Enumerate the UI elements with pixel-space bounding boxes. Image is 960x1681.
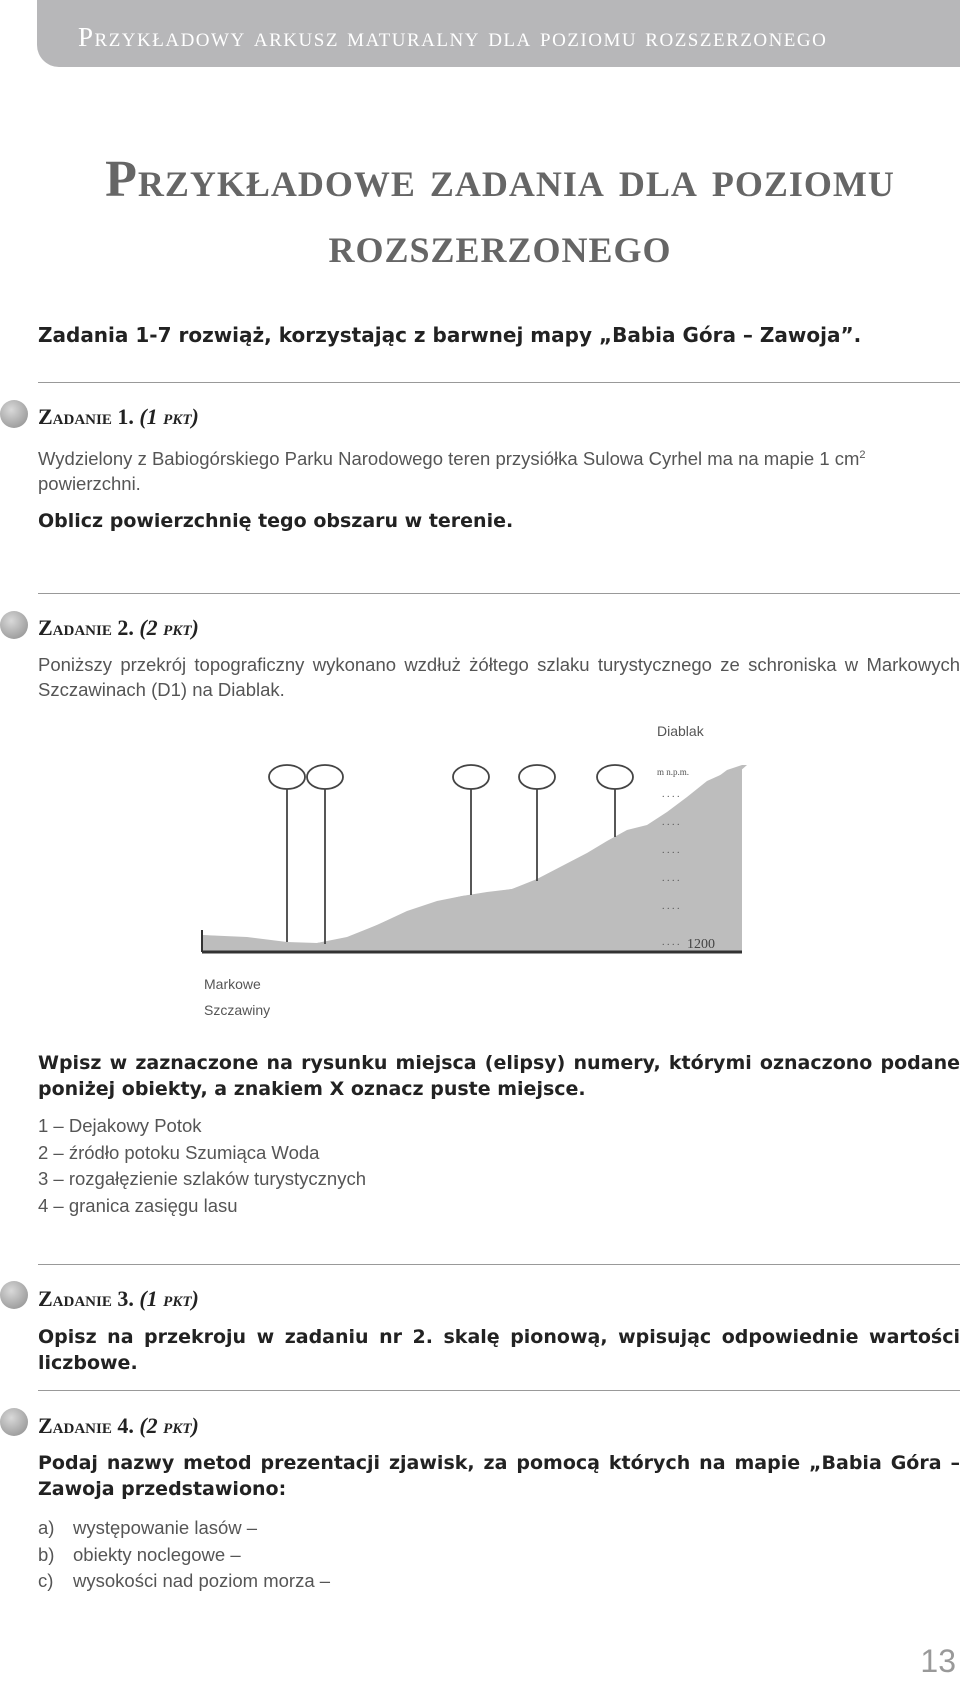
- task1-text-a: Wydzielony z Babiogórskiego Parku Narodowego teren przysiółka Sulowa Cyrhel ma na mapie 1 cm: [38, 448, 860, 470]
- page-title-line1: Przykładowe zadania dla poziomu: [105, 151, 895, 208]
- marker-ellipse: [453, 765, 489, 789]
- task1-text: [38, 443, 960, 496]
- task4-points: (2 pkt): [139, 1413, 199, 1438]
- task2-points: (2 pkt): [139, 615, 199, 640]
- list-letter: c): [38, 1570, 54, 1591]
- marker-ellipse: [269, 765, 305, 789]
- list-letter: a): [38, 1517, 55, 1538]
- task1-label: Zadanie 1.: [38, 404, 134, 429]
- marker-ellipse: [597, 765, 633, 789]
- marker-ellipse: [307, 765, 343, 789]
- scale-tick: . . . .: [662, 873, 680, 884]
- unit-label: m n.p.m.: [657, 767, 690, 777]
- task4-label: Zadanie 4.: [38, 1413, 134, 1438]
- divider: [38, 1390, 960, 1391]
- task2-list: [38, 1113, 366, 1219]
- peak-label: Diablak: [657, 723, 704, 739]
- task4-list: [38, 1515, 330, 1595]
- scale-tick: . . . .: [662, 937, 680, 948]
- intro-text: Zadania 1-7 rozwiąż, korzystając z barwnej mapy „Babia Góra – Zawoja”.: [38, 323, 862, 347]
- divider: [38, 593, 960, 594]
- task1-sup: 2: [859, 449, 866, 461]
- marker-ellipse: [519, 765, 555, 789]
- list-text: obiekty noclegowe –: [73, 1543, 241, 1565]
- list-item: 2 – źródło potoku Szumiąca Woda: [38, 1141, 320, 1163]
- header-bar: [37, 0, 960, 67]
- list-text: występowanie lasów –: [73, 1517, 258, 1538]
- header-title: Przykładowy arkusz maturalny dla poziomu rozszerzonego: [78, 22, 828, 52]
- task1-heading: [38, 404, 199, 430]
- task2-heading: [38, 615, 199, 641]
- page-number: 13: [920, 1643, 956, 1679]
- list-item: 1 – Dejakowy Potok: [38, 1115, 202, 1136]
- bullet-icon: [0, 1408, 28, 1436]
- start-label-1: Markowe: [204, 976, 261, 992]
- task1-instruction: Oblicz powierzchnię tego obszaru w terenie.: [38, 510, 514, 532]
- task1-points: (1 pkt): [139, 404, 199, 429]
- scale-tick: . . . .: [662, 789, 680, 800]
- topographic-profile: [187, 745, 787, 975]
- task3-points: (1 pkt): [139, 1286, 199, 1311]
- list-text: wysokości nad poziom morza –: [73, 1570, 331, 1591]
- task2-text: Poniższy przekrój topograficzny wykonano wzdłuż żółtego szlaku turystycznego ze schroniska w Markowych Szczawinach (D1) na Diablak.: [38, 654, 960, 700]
- base-value: 1200: [687, 937, 715, 952]
- list-item: [38, 1542, 330, 1569]
- divider: [38, 1264, 960, 1265]
- task1-text-b: powierzchni.: [38, 473, 141, 495]
- task3-instruction: Opisz na przekroju w zadaniu nr 2. skalę pionową, wpisując odpowiednie wartości liczbowe.: [38, 1326, 960, 1374]
- task3-label: Zadanie 3.: [38, 1286, 134, 1311]
- divider: [38, 382, 960, 383]
- task3-heading: [38, 1286, 199, 1312]
- task2-instruction: Wpisz w zaznaczone na rysunku miejsca (elipsy) numery, którymi oznaczono podane poniżej obiekty, a znakiem X oznacz puste miejsce.: [38, 1052, 960, 1100]
- page-title: [0, 147, 960, 279]
- bullet-icon: [0, 400, 28, 428]
- scale-tick: . . . .: [662, 817, 680, 828]
- page-title-line2: rozszerzonego: [328, 217, 672, 274]
- list-item: 4 – granica zasięgu lasu: [38, 1194, 238, 1216]
- bullet-icon: [0, 611, 28, 639]
- bullet-icon: [0, 1281, 28, 1309]
- scale-tick: . . . .: [662, 845, 680, 856]
- task4-heading: [38, 1413, 199, 1439]
- scale-tick: . . . .: [662, 901, 680, 912]
- list-item: [38, 1568, 330, 1595]
- task2-label: Zadanie 2.: [38, 615, 134, 640]
- list-letter: b): [38, 1543, 55, 1565]
- list-item: 3 – rozgałęzienie szlaków turystycznych: [38, 1168, 367, 1189]
- list-item: [38, 1515, 330, 1542]
- start-label-2: Szczawiny: [204, 1002, 271, 1018]
- task4-instruction: Podaj nazwy metod prezentacji zjawisk, za pomocą których na mapie „Babia Góra –Zawoja przedstawiono:: [38, 1452, 960, 1500]
